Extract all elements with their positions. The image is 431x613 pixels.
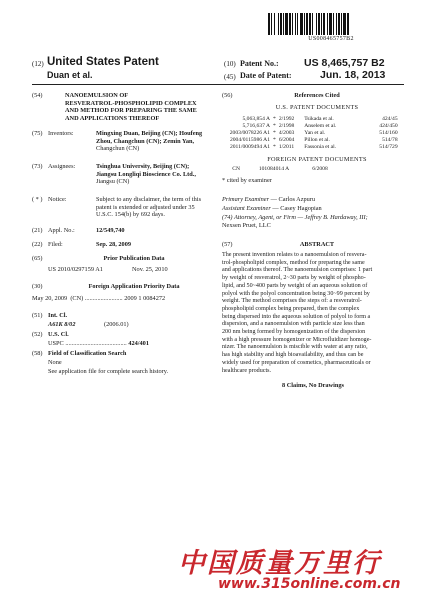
header-rule (32, 84, 404, 85)
foreign-number: 101084014 A (258, 166, 290, 172)
prior-pub-heading: Prior Publication Data (103, 255, 165, 262)
ref-name: Pillon et al. (304, 137, 330, 143)
uspc-value: 424/401 (128, 340, 149, 347)
abstract-text (222, 252, 404, 375)
ref-mark: * (273, 137, 276, 143)
ref-number: 2004/0115986 A1 (229, 137, 270, 143)
abstract-line: with a high pressure homogenizer or Microfluidizer homoge- (222, 336, 372, 343)
barcode (268, 13, 388, 35)
ref-number: 5,063,854 A (242, 116, 270, 122)
assistant-examiner: Assistant Examiner — Casey Hagopian (222, 205, 322, 212)
field-search-none: None (48, 359, 62, 366)
ref-name: Yan et al. (304, 130, 326, 136)
examiner-role: Assistant Examiner (222, 205, 271, 212)
ref-number: 5,716,637 A (242, 123, 270, 129)
ref-date: 4/2003 (278, 130, 295, 136)
abstract-line: trol-phospholipid complex, method for preparing the same (222, 259, 365, 266)
ref-class: 514/729 (379, 144, 398, 150)
title-line: AND APPLICATIONS THEREOF (65, 114, 160, 122)
code-54: (54) (32, 92, 43, 99)
ref-class: 424/45 (382, 116, 398, 122)
int-cl-year: (2006.01) (104, 321, 129, 328)
field-search-heading: Field of Classification Search (48, 350, 127, 357)
abstract-line: and applications thereof. The nanoemulsion comprises: 1 part (222, 267, 373, 274)
us-reference-row (222, 137, 404, 144)
abstract-line: The present invention relates to a nanoemulsion of resvera- (222, 252, 367, 258)
ref-mark: * (273, 116, 276, 122)
priority-date: May 20, 2009 (32, 295, 68, 302)
ref-class: 514/160 (379, 130, 398, 136)
abstract-line: polyol with the polyol concentration being 30~99 percent by (222, 290, 370, 297)
us-reference-list (222, 116, 404, 151)
inventors-label: Inventors: (48, 130, 74, 137)
examiner-name: Casey Hagopian (280, 205, 322, 212)
abstract-line: phospholipid complex being prepared, then the complex (222, 305, 360, 312)
inventors (96, 130, 220, 153)
foreign-priority-row (32, 295, 165, 303)
ref-number: 2003/0078226 A1 (229, 130, 270, 136)
ref-mark: * (273, 144, 276, 150)
abstract-line: being dispersed into the aqueous solution of polyol to form a (222, 313, 371, 320)
code-73: (73) (32, 163, 43, 170)
int-cl-class: A61K 8/02 (48, 321, 76, 328)
ref-number: 2011/0009494 A1 (229, 144, 270, 150)
title-line: NANOEMULSION OF (65, 92, 129, 99)
patent-date: Jun. 18, 2013 (320, 69, 386, 81)
code-57: (57) (222, 241, 233, 248)
code-75: (75) (32, 130, 43, 137)
watermark (178, 541, 418, 592)
references-heading: References Cited (294, 92, 340, 99)
abstract-line: dispersion, and a nanoemulsion with particle size less than (222, 321, 365, 328)
cited-by-examiner: * cited by examiner (222, 177, 272, 184)
code-30: (30) (32, 283, 43, 290)
examiner-name: Carlos Azpuru (278, 196, 316, 203)
abstract-line: has high stability and high bioavailability, and thus can be (222, 352, 364, 359)
title-line: RESVERATROL-PHOSPHOLIPID COMPLEX (65, 99, 197, 107)
ref-date: 1/2011 (278, 144, 295, 150)
priority-dots: ........................ (84, 295, 123, 302)
us-reference-row (222, 116, 404, 123)
foreign-reference-row (222, 166, 342, 173)
priority-number: 2009 1 0084272 (124, 295, 166, 302)
ref-class: 424/450 (379, 123, 398, 129)
notice-line: patent is extended or adjusted under 35 (96, 203, 195, 211)
prior-pub-date: Nov. 25, 2010 (132, 266, 168, 273)
claims-count: 8 Claims, No Drawings (282, 382, 344, 389)
code-notice: ( * ) (32, 196, 43, 203)
us-reference-row (222, 144, 404, 151)
code-10: (10) (224, 60, 236, 68)
code-52: (52) (32, 331, 43, 338)
assignees (96, 163, 220, 186)
appl-no: 12/549,740 (96, 227, 125, 234)
ref-name: Anselem et al. (304, 123, 337, 129)
foreign-date: 6/2008 (312, 166, 328, 172)
code-51: (51) (32, 312, 43, 319)
ref-mark: * (273, 123, 276, 129)
attorney-line: (74) Attorney, Agent, or Firm — Jeffrey B. Hardaway, III; (222, 214, 368, 221)
foreign-country: CN (232, 166, 240, 172)
inventor-short: Duan et al. (47, 70, 93, 80)
assignee-line: Jiangsu (CN) (96, 178, 130, 186)
notice-line: Subject to any disclaimer, the term of this (96, 196, 202, 203)
inventor-line: Mingxing Duan, Beijing (CN); Houfeng (96, 130, 203, 137)
abstract-line: healthcare products. (222, 367, 272, 374)
prior-pub-number: US 2010/0297159 A1 (48, 266, 103, 273)
inventor-line: Zhou, Changchun (CN); Zemin Yan, (96, 137, 195, 145)
code-12: (12) (32, 60, 44, 68)
patent-number: US 8,465,757 B2 (304, 57, 385, 69)
attorney (222, 214, 404, 229)
barcode-bar (349, 13, 350, 35)
ref-name: Tsikada et al. (304, 116, 334, 122)
watermark-text: 中国质量万里行 (178, 548, 381, 579)
field-search-note: See application file for complete search history. (48, 368, 169, 375)
notice-text (96, 196, 220, 219)
filed-label: Filed: (48, 241, 63, 248)
uspc-label: USPC (48, 340, 64, 347)
us-cl-heading: U.S. Cl. (48, 331, 69, 338)
date-label: Date of Patent: (240, 71, 292, 80)
uspc-row (48, 340, 149, 348)
assignees-label: Assignees: (48, 163, 76, 170)
watermark-url: www.315online.com.cn (218, 576, 401, 592)
abstract-line: nizer. The nanoemulsion is miscible with water at any ratio, (222, 344, 368, 351)
us-docs-heading: U.S. PATENT DOCUMENTS (275, 104, 359, 111)
code-45: (45) (224, 73, 236, 81)
invention-title (65, 92, 215, 122)
abstract-line: by weight of resveratrol, 2~30 parts by weight of phospho- (222, 275, 366, 282)
ref-date: 2/1992 (278, 116, 295, 122)
patent-type-title: United States Patent (47, 56, 159, 68)
ref-mark: * (273, 130, 276, 136)
abstract-line: 200 nm being formed by homogenization of the dispersion (222, 329, 366, 336)
notice-line: U.S.C. 154(b) by 692 days. (96, 211, 165, 219)
barcode-number: US008465757B2 (308, 36, 354, 42)
int-cl-heading: Int. Cl. (48, 312, 68, 319)
patent-no-label: Patent No.: (240, 59, 279, 68)
assignee-line: Tsinghua University, Beijing (CN); (96, 163, 190, 170)
attorney-line: Nexsen Pruet, LLC (222, 221, 271, 229)
assignee-line: Jiangsu Longliqi Bioscience Co. Ltd., (96, 170, 196, 178)
abstract-line: widely used for preparation of cosmetics, pharmaceuticals or (222, 359, 371, 366)
ref-date: 2/1998 (278, 123, 295, 129)
code-56: (56) (222, 92, 233, 99)
examiner-role: Primary Examiner (222, 196, 270, 203)
notice-label: Notice: (48, 196, 67, 203)
appl-no-label: Appl. No.: (48, 227, 75, 234)
ref-date: 6/2004 (278, 137, 295, 143)
inventor-line: Changchun (CN) (96, 145, 140, 153)
foreign-docs-heading: FOREIGN PATENT DOCUMENTS (267, 156, 367, 163)
ref-name: Fassonia et al. (304, 144, 337, 150)
abstract-line: lipid, and 50~400 parts by weight of an aqueous solution of (222, 282, 368, 289)
ref-class: 514/78 (382, 137, 398, 143)
us-reference-row (222, 130, 404, 137)
code-65: (65) (32, 255, 43, 262)
filed-date: Sep. 28, 2009 (96, 241, 131, 248)
primary-examiner: Primary Examiner — Carlos Azpuru (222, 196, 316, 203)
uspc-dots: ....................................... (65, 340, 127, 347)
us-reference-row (222, 123, 404, 130)
abstract-line: weight. The method comprises the steps of: a resveratrol- (222, 298, 362, 305)
code-21: (21) (32, 227, 43, 234)
priority-country: (CN) (70, 295, 84, 302)
abstract-heading: ABSTRACT (299, 241, 335, 248)
foreign-priority-heading: Foreign Application Priority Data (88, 283, 180, 290)
code-58: (58) (32, 350, 43, 357)
code-22: (22) (32, 241, 43, 248)
title-line: AND METHOD FOR PREPARING THE SAME (65, 107, 197, 115)
